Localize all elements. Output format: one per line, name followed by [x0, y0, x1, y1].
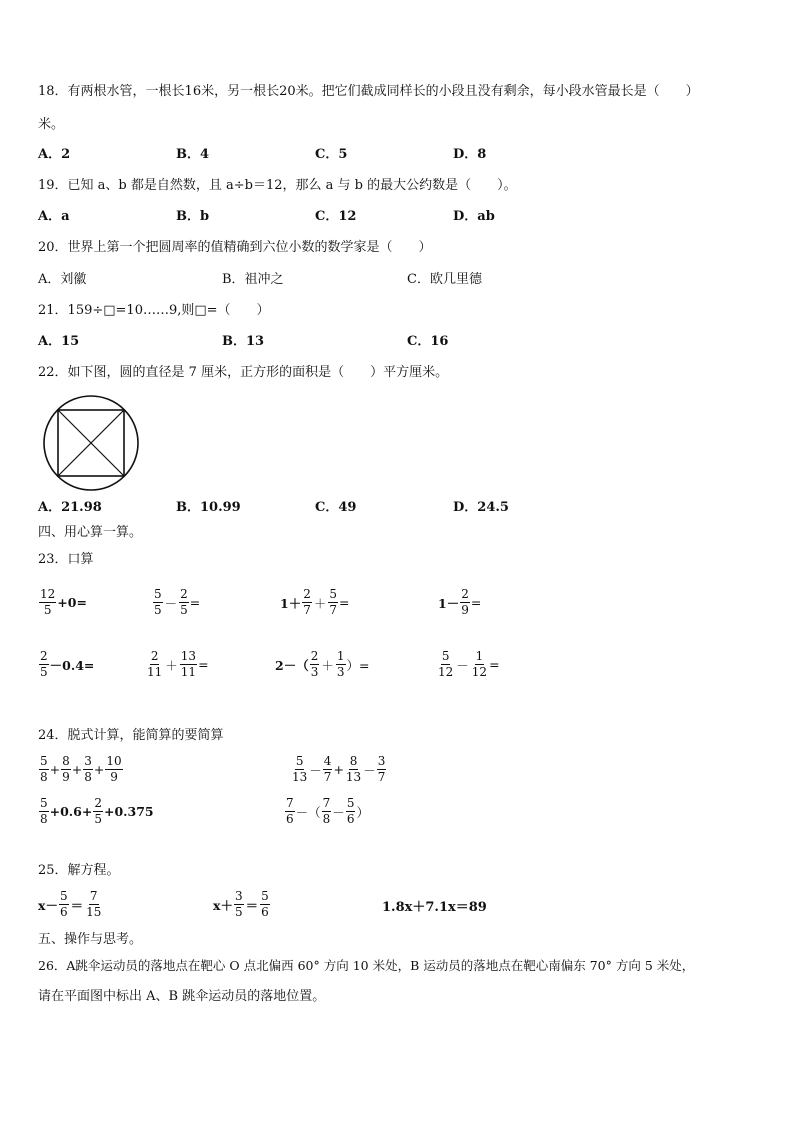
fraction: $\frac{8}{13}$: [345, 754, 362, 784]
fraction: $\frac{5}{5}$: [154, 587, 162, 617]
q21-option-a: A．15: [38, 334, 80, 349]
q20-option-a: A．刘徽: [38, 272, 87, 287]
q24-expr-2: $\frac{5}{13}$ － $\frac{4}{7}$ + $\frac{8}{13}$ － $\frac{3}{7}$: [292, 754, 386, 784]
q25-equation-3: 1.8x＋7.1x＝89: [382, 900, 487, 915]
q22-option-a: A．21.98: [38, 500, 102, 515]
q18-option-d: D．8: [453, 147, 487, 162]
fraction: $\frac{4}{7}$: [323, 754, 332, 784]
q21-text: 21．159÷□=10……9,则□=（ ）: [38, 303, 270, 318]
q22-option-c: C．49: [315, 500, 357, 515]
q19-option-a: A．a: [38, 209, 70, 224]
q18-text-cont: 米。: [38, 117, 65, 132]
fraction: $\frac{2}{5}$: [180, 587, 188, 617]
fraction: $\frac{3}{8}$: [84, 754, 92, 784]
q21-option-c: C．16: [407, 334, 449, 349]
fraction: $\frac{2}{7}$: [303, 587, 311, 617]
q22-option-b: B．10.99: [176, 500, 241, 515]
q26-text-line1: 26．A跳伞运动员的落地点在靶心 O 点北偏西 60° 方向 10 米处，B 运动员的落地点在靶心南偏东 70° 方向 5 米处，: [38, 958, 695, 973]
fraction: $\frac{13}{11}$: [180, 649, 197, 679]
q18-option-a: A．2: [38, 147, 71, 162]
fraction: $\frac{5}{13}$: [292, 754, 308, 784]
fraction: $\frac{12}{5}$: [40, 587, 56, 617]
q18-option-c: C．5: [315, 147, 348, 162]
fraction: $\frac{2}{5}$: [94, 796, 102, 826]
fraction: $\frac{5}{8}$: [40, 796, 48, 826]
q24-title: 24．脱式计算，能简算的要简算: [38, 728, 224, 743]
fraction: $\frac{3}{5}$: [234, 889, 243, 919]
fraction: $\frac{2}{9}$: [461, 587, 469, 617]
fraction: $\frac{2}{11}$: [147, 649, 163, 679]
q18-text: 18．有两根水管，一根长16米，另一根长20米。把它们截成同样长的小段且没有剩余，每小段水管最长是（ ）: [38, 84, 699, 99]
q23-expr-4: 1－ $\frac{2}{9}$ =: [438, 587, 482, 617]
q23-expr-8: $\frac{5}{12}$ － $\frac{1}{12}$ =: [438, 649, 500, 679]
q18-option-b: B．4: [176, 147, 210, 162]
q22-option-d: D．24.5: [453, 500, 509, 515]
fraction: $\frac{2}{3}$: [310, 649, 319, 679]
fraction: $\frac{7}{8}$: [322, 796, 331, 826]
fraction: $\frac{5}{8}$: [40, 754, 48, 784]
q26-text-line2: 请在平面图中标出 A、B 跳伞运动员的落地位置。: [38, 989, 326, 1004]
fraction: $\frac{5}{6}$: [59, 889, 68, 919]
q23-expr-3: 1＋ $\frac{2}{7}$ ＋ $\frac{5}{7}$ =: [280, 587, 350, 617]
q23-title: 23．口算: [38, 552, 94, 567]
fraction: $\frac{7}{15}$: [86, 889, 102, 919]
q20-option-b: B．祖冲之: [222, 272, 284, 287]
fraction: $\frac{3}{7}$: [377, 754, 386, 784]
q25-equation-1: x－ $\frac{5}{6}$ ＝ $\frac{7}{15}$: [38, 889, 102, 919]
q22-text: 22．如下图，圆的直径是 7 厘米，正方形的面积是（ ）平方厘米。: [38, 365, 449, 380]
q23-expr-2: $\frac{5}{5}$ － $\frac{2}{5}$ =: [154, 587, 201, 617]
fraction: $\frac{10}{9}$: [106, 754, 122, 784]
fraction: $\frac{8}{9}$: [62, 754, 70, 784]
q24-expr-1: $\frac{5}{8}$ + $\frac{8}{9}$ + $\frac{3}{8}$ + $\frac{10}{9}$: [40, 754, 122, 784]
q25-equation-2: x＋ $\frac{3}{5}$ ＝ $\frac{5}{6}$: [213, 889, 269, 919]
q19-option-c: C．12: [315, 209, 357, 224]
q21-option-b: B．13: [222, 334, 265, 349]
fraction: $\frac{5}{12}$: [438, 649, 454, 679]
fraction: $\frac{5}{6}$: [261, 889, 269, 919]
section-5-heading: 五、操作与思考。: [38, 932, 143, 947]
q20-text: 20．世界上第一个把圆周率的值精确到六位小数的数学家是（ ）: [38, 240, 432, 255]
q23-expr-5: $\frac{2}{5}$ －0.4=: [40, 649, 95, 679]
q24-expr-4: $\frac{7}{6}$ －（ $\frac{7}{8}$ － $\frac{5}{6}$ ）: [286, 796, 369, 826]
q23-expr-1: $\frac{12}{5}$ +0=: [40, 587, 87, 617]
q24-expr-3: $\frac{5}{8}$ +0.6+ $\frac{2}{5}$ +0.375: [40, 796, 154, 826]
q20-option-c: C．欧几里德: [407, 272, 482, 287]
q19-option-b: B．b: [176, 209, 210, 224]
q19-text: 19．已知 a、b 都是自然数，且 a÷b＝12，那么 a 与 b 的最大公约数是（ ）。: [38, 178, 517, 193]
section-4-heading: 四、用心算一算。: [38, 525, 143, 540]
circle-square-figure: [40, 392, 142, 494]
fraction: $\frac{5}{6}$: [346, 796, 355, 826]
q25-title: 25．解方程。: [38, 863, 120, 878]
fraction: $\frac{2}{5}$: [40, 649, 48, 679]
fraction: $\frac{1}{12}$: [471, 649, 488, 679]
fraction: $\frac{5}{7}$: [329, 587, 337, 617]
fraction: $\frac{1}{3}$: [336, 649, 345, 679]
q23-expr-7: 2－（ $\frac{2}{3}$ ＋ $\frac{1}{3}$ ）=: [275, 649, 370, 679]
fraction: $\frac{7}{6}$: [286, 796, 294, 826]
q19-option-d: D．ab: [453, 209, 495, 224]
q23-expr-6: $\frac{2}{11}$ ＋ $\frac{13}{11}$ =: [147, 649, 209, 679]
